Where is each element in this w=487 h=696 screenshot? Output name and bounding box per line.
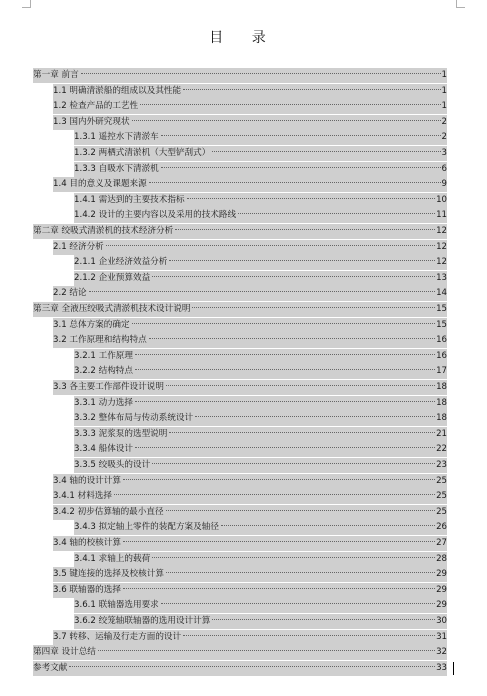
toc-entry[interactable] bbox=[33, 302, 447, 317]
toc-entry-page-number: 25 bbox=[436, 506, 447, 517]
toc-entry-page-number: 2 bbox=[441, 116, 447, 127]
toc-entry-title: 3.2 工作原理和结构特点 bbox=[53, 335, 147, 346]
toc-entry-page-number: 29 bbox=[436, 569, 447, 580]
toc-entry-title: 3.1 总体方案的确定 bbox=[53, 319, 130, 330]
toc-entry[interactable] bbox=[74, 146, 447, 161]
toc-entry-page-number: 23 bbox=[436, 460, 447, 470]
toc-entry-title: 3.3.2 整体布局与传动系统设计 bbox=[74, 413, 194, 424]
toc-entry[interactable] bbox=[74, 349, 447, 364]
toc-dot-leader bbox=[161, 167, 441, 168]
toc-entry[interactable] bbox=[53, 583, 447, 598]
toc-entry[interactable] bbox=[53, 567, 447, 582]
text-cursor bbox=[453, 662, 454, 675]
toc-entry-page-number: 15 bbox=[436, 304, 447, 314]
toc-entry-title: 参考文献 bbox=[33, 662, 68, 673]
toc-entry[interactable] bbox=[74, 520, 447, 535]
toc-entry-title: 1.4.2 设计的主要内容以及采用的技术路线 bbox=[74, 210, 237, 221]
toc-entry-title: 3.3 各主要工作部件设计说明 bbox=[53, 382, 164, 392]
toc-entry-page-number: 1 bbox=[441, 85, 447, 96]
toc-entry-page-number: 32 bbox=[436, 647, 447, 658]
toc-entry[interactable] bbox=[74, 427, 447, 442]
toc-entry-title: 2.2 结论 bbox=[53, 288, 87, 299]
toc-entry-title: 1.3.3 自吸水下清淤机 bbox=[74, 163, 159, 174]
toc-entry-title: 1.4 目的意义及课题来源 bbox=[53, 179, 147, 190]
toc-entry-title: 3.3.3 泥浆泵的选型说明 bbox=[74, 428, 168, 439]
toc-dot-leader bbox=[212, 619, 435, 620]
toc-dot-leader bbox=[195, 416, 435, 417]
toc-dot-leader bbox=[69, 666, 435, 667]
toc-entry-title: 3.4 轴的校核计算 bbox=[53, 538, 121, 548]
toc-dot-leader bbox=[166, 572, 435, 573]
toc-entry-title: 3.2.2 结构特点 bbox=[74, 366, 133, 377]
toc-entry-page-number: 12 bbox=[436, 241, 447, 252]
toc-entry[interactable] bbox=[53, 286, 447, 301]
toc-dot-leader bbox=[238, 213, 435, 214]
toc-dot-leader bbox=[192, 307, 435, 308]
toc-entry-title: 1.2 检查产品的工艺性 bbox=[53, 101, 139, 112]
toc-entry-page-number: 25 bbox=[436, 475, 447, 486]
toc-entry-title: 3.4.3 拟定轴上零件的装配方案及轴径 bbox=[74, 522, 219, 533]
toc-dot-leader bbox=[183, 89, 440, 90]
toc-entry[interactable] bbox=[74, 411, 447, 426]
toc-dot-leader bbox=[175, 229, 435, 230]
toc-entry-title: 3.2.1 工作原理 bbox=[74, 350, 133, 361]
toc-entry[interactable] bbox=[53, 99, 447, 114]
toc-entry-page-number: 17 bbox=[436, 366, 447, 377]
toc-entry-title: 3.7 转移、运输及行走方面的设计 bbox=[53, 631, 182, 642]
toc-dot-leader bbox=[132, 323, 436, 324]
toc-dot-leader bbox=[140, 104, 440, 105]
toc-entry-page-number: 28 bbox=[436, 553, 447, 564]
toc-dot-leader bbox=[152, 557, 435, 558]
toc-entry[interactable] bbox=[74, 614, 447, 629]
toc-entry-title: 1.3.2 两栖式清淤机（大型铲刮式） bbox=[74, 148, 211, 158]
toc-entry-title: 3.4.1 求轴上的载荷 bbox=[74, 553, 151, 564]
toc-dot-leader bbox=[183, 635, 435, 636]
toc-dot-leader bbox=[89, 291, 435, 292]
toc-dot-leader bbox=[187, 198, 436, 199]
toc-entry[interactable] bbox=[74, 255, 447, 270]
toc-entry-page-number: 6 bbox=[441, 163, 447, 174]
toc-entry-title: 3.4.1 材料选择 bbox=[53, 491, 112, 502]
toc-dot-leader bbox=[135, 401, 435, 402]
toc-dot-leader bbox=[161, 603, 435, 604]
toc-entry[interactable] bbox=[74, 598, 447, 613]
page-title: 目 录 bbox=[209, 30, 278, 46]
toc-entry-page-number: 3 bbox=[441, 148, 447, 158]
toc-entry-page-number: 29 bbox=[436, 584, 447, 595]
toc-entry[interactable] bbox=[53, 505, 447, 520]
toc-entry-title: 第一章 前言 bbox=[33, 70, 79, 80]
toc-entry-title: 1.1 明确清淤船的组成以及其性能 bbox=[53, 85, 182, 96]
toc-entry[interactable] bbox=[74, 396, 447, 411]
toc-entry-page-number: 1 bbox=[441, 101, 447, 112]
toc-dot-leader bbox=[114, 494, 435, 495]
toc-entry[interactable] bbox=[74, 271, 447, 286]
toc-dot-leader bbox=[152, 463, 435, 464]
toc-dot-leader bbox=[169, 260, 435, 261]
toc-entry[interactable] bbox=[53, 489, 447, 504]
toc-entry-page-number: 30 bbox=[436, 616, 447, 626]
toc-entry-title: 3.6.2 绞笼轴联轴器的选用设计计算 bbox=[74, 616, 211, 626]
toc-entry-title: 2.1 经济分析 bbox=[53, 241, 104, 252]
toc-entry-title: 3.4 轴的设计计算 bbox=[53, 475, 121, 486]
toc-entry-page-number: 27 bbox=[436, 538, 447, 548]
toc-entry-page-number: 29 bbox=[436, 600, 447, 611]
toc-entry-title: 3.4.2 初步估算轴的最小直径 bbox=[53, 506, 164, 517]
toc-dot-leader bbox=[169, 432, 435, 433]
toc-entry-page-number: 16 bbox=[436, 335, 447, 346]
toc-entry-page-number: 25 bbox=[436, 491, 447, 502]
toc-dot-leader bbox=[135, 354, 435, 355]
toc-entry-page-number: 22 bbox=[436, 444, 447, 455]
toc-entry[interactable] bbox=[74, 193, 447, 208]
toc-entry-page-number: 33 bbox=[436, 662, 447, 673]
toc-entry-title: 1.4.1 需达到的主要技术指标 bbox=[74, 194, 185, 205]
toc-entry[interactable] bbox=[53, 380, 447, 395]
toc-entry-title: 3.3.1 动力选择 bbox=[74, 397, 133, 408]
toc-entry[interactable] bbox=[74, 162, 447, 177]
toc-dot-leader bbox=[149, 182, 441, 183]
toc-dot-leader bbox=[98, 650, 435, 651]
toc-entry-page-number: 12 bbox=[436, 257, 447, 268]
toc-entry-page-number: 31 bbox=[436, 631, 447, 642]
toc-entry-page-number: 9 bbox=[441, 179, 447, 190]
toc-entry-title: 3.5 键连接的选择及校核计算 bbox=[53, 569, 164, 580]
toc-dot-leader bbox=[135, 447, 435, 448]
toc-entry[interactable] bbox=[53, 630, 447, 645]
toc-entry-title: 1.3.1 遥控水下清淤车 bbox=[74, 132, 159, 143]
toc-dot-leader bbox=[135, 369, 435, 370]
toc-entry-title: 3.3.5 绞吸头的设计 bbox=[74, 460, 151, 470]
toc-entry-page-number: 26 bbox=[436, 522, 447, 533]
toc-entry-page-number: 2 bbox=[441, 132, 447, 143]
toc-entry[interactable] bbox=[33, 224, 447, 239]
toc-entry-page-number: 18 bbox=[436, 413, 447, 424]
toc-entry-page-number: 14 bbox=[436, 288, 447, 299]
toc-entry-title: 第四章 设计总结 bbox=[33, 647, 96, 658]
toc-entry[interactable] bbox=[74, 364, 447, 379]
toc-entry-title: 第二章 绞吸式清淤机的技术经济分析 bbox=[33, 226, 174, 236]
toc-entry[interactable] bbox=[53, 536, 447, 551]
toc-dot-leader bbox=[149, 338, 435, 339]
toc-dot-leader bbox=[166, 385, 435, 386]
toc-entry[interactable] bbox=[53, 318, 447, 333]
toc-entry[interactable] bbox=[53, 115, 447, 130]
toc-entry-page-number: 10 bbox=[436, 194, 447, 205]
toc-entry-title: 1.3 国内外研究现状 bbox=[53, 116, 130, 127]
toc-entry[interactable] bbox=[53, 240, 447, 255]
toc-dot-leader bbox=[123, 479, 435, 480]
toc-entry[interactable] bbox=[53, 177, 447, 192]
toc-entry-page-number: 18 bbox=[436, 382, 447, 392]
toc-dot-leader bbox=[123, 588, 435, 589]
toc-entry-page-number: 13 bbox=[436, 272, 447, 283]
toc-dot-leader bbox=[123, 541, 435, 542]
toc-entry-title: 2.1.1 企业经济效益分析 bbox=[74, 257, 168, 268]
toc-entry-page-number: 18 bbox=[436, 397, 447, 408]
toc-entry-title: 3.6.1 联轴器选用要求 bbox=[74, 600, 159, 611]
toc-entry-page-number: 1 bbox=[441, 70, 447, 80]
toc-entry[interactable] bbox=[74, 552, 447, 567]
toc-entry[interactable] bbox=[53, 474, 447, 489]
toc-entry-title: 3.6 联轴器的选择 bbox=[53, 584, 121, 595]
toc-entry[interactable] bbox=[33, 645, 447, 660]
toc-dot-leader bbox=[212, 151, 440, 152]
toc-entry[interactable] bbox=[74, 130, 447, 145]
toc-entry[interactable] bbox=[53, 333, 447, 348]
toc-dot-leader bbox=[106, 245, 435, 246]
toc-entry[interactable] bbox=[53, 84, 447, 99]
toc-dot-leader bbox=[132, 120, 441, 121]
toc-entry[interactable] bbox=[33, 661, 447, 676]
toc-entry[interactable] bbox=[33, 68, 447, 83]
toc-entry-title: 3.3.4 船体设计 bbox=[74, 444, 133, 455]
toc-entry-page-number: 15 bbox=[436, 319, 447, 330]
toc-entry-page-number: 21 bbox=[436, 428, 447, 439]
toc-dot-leader bbox=[166, 510, 436, 511]
toc-entry[interactable] bbox=[74, 208, 447, 223]
toc-entry[interactable] bbox=[74, 458, 447, 473]
toc-dot-leader bbox=[152, 276, 435, 277]
toc-entry-title: 第三章 全液压绞吸式清淤机技术设计说明 bbox=[33, 304, 191, 314]
toc-entry-page-number: 12 bbox=[436, 226, 447, 236]
toc-entry-page-number: 11 bbox=[436, 210, 447, 221]
toc-entry-page-number: 16 bbox=[436, 350, 447, 361]
toc-dot-leader bbox=[221, 525, 435, 526]
toc-entry[interactable] bbox=[74, 442, 447, 457]
toc-dot-leader bbox=[161, 135, 441, 136]
toc-dot-leader bbox=[81, 73, 441, 74]
toc-entry-title: 2.1.2 企业预算效益 bbox=[74, 272, 151, 283]
